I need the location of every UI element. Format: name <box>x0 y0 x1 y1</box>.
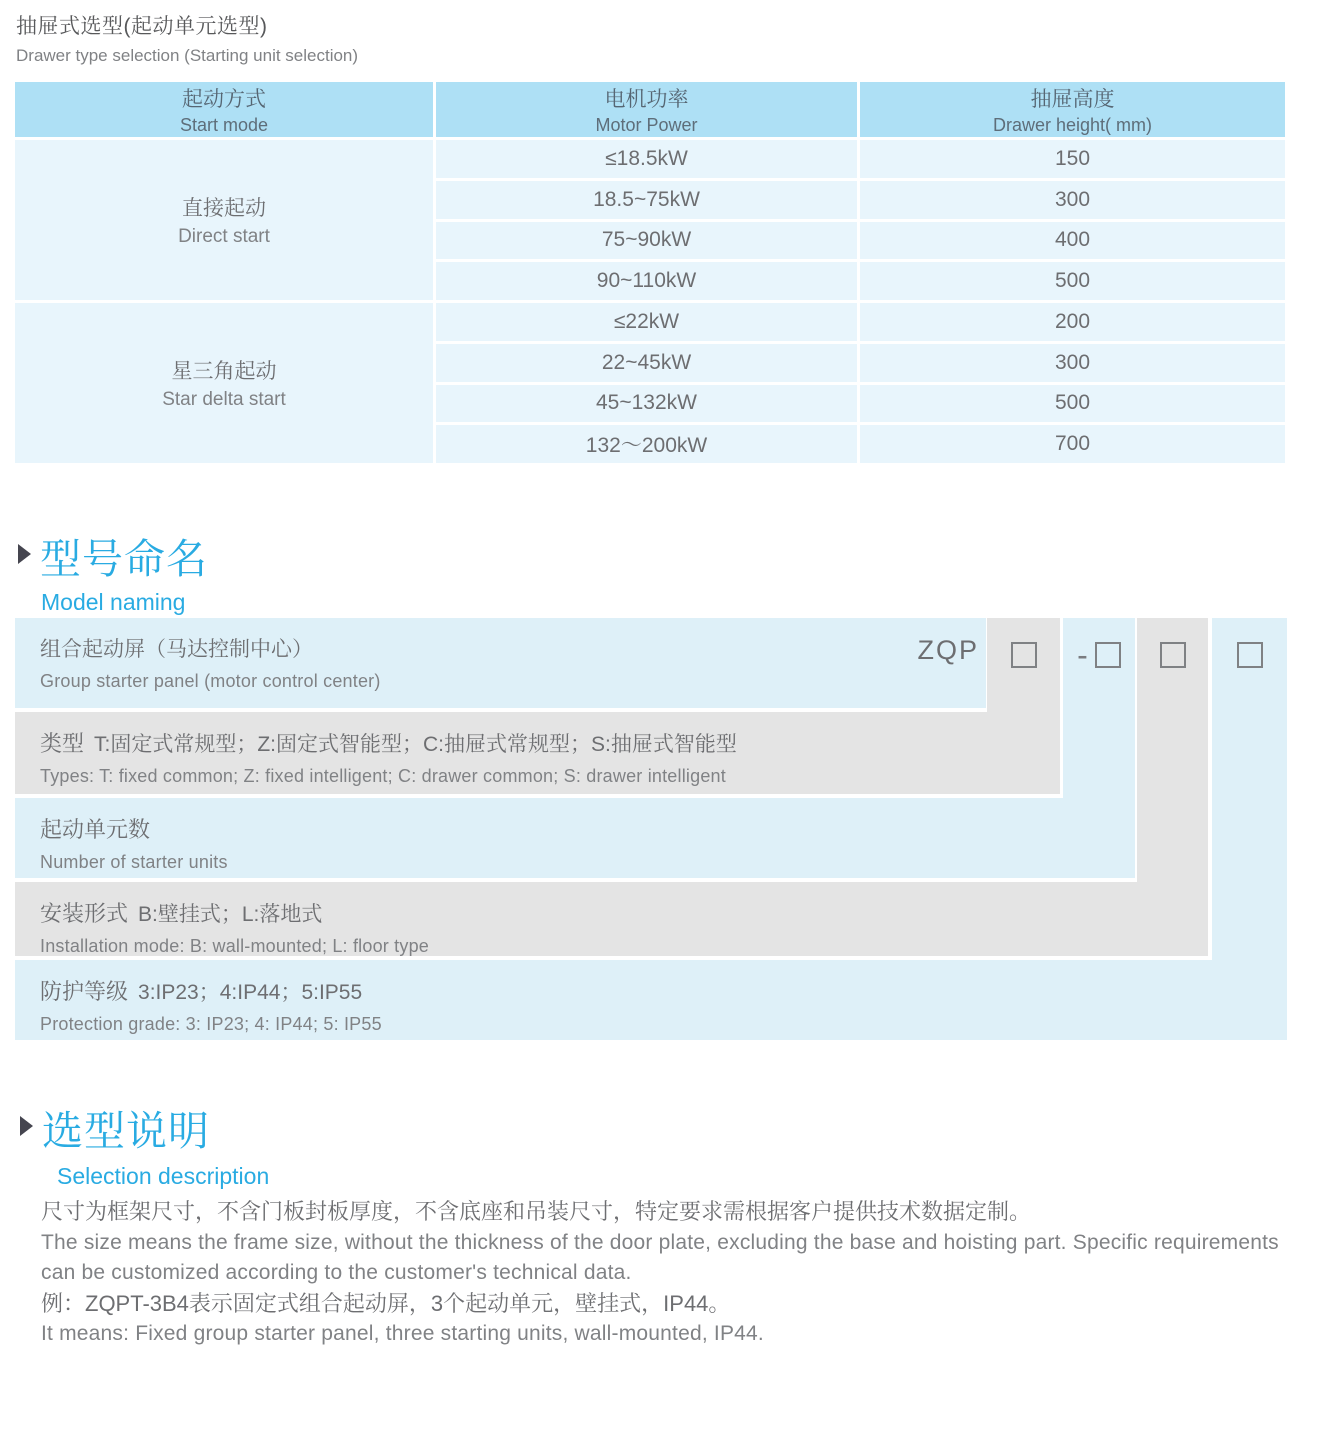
col-header-start-mode-en: Start mode <box>179 115 269 135</box>
row1-cn: 组合起动屏（马达控制中心） <box>40 638 313 661</box>
table-cell-height: 300 <box>860 181 1285 219</box>
model-code-box <box>1095 642 1121 668</box>
table-cell-height: 500 <box>860 385 1285 423</box>
col-header-motor-power <box>436 82 857 137</box>
row5-en: Protection grade: 3: IP23; 4: IP44; 5: IP55 <box>40 1014 382 1034</box>
row4-label-cn: 安装形式 <box>40 901 129 926</box>
code-column-type <box>987 618 1060 712</box>
table-cell-power: 45~132kW <box>436 385 857 423</box>
table-cell-power: 90~110kW <box>436 262 857 300</box>
table-cell-height: 150 <box>860 140 1285 178</box>
selection-description-title-cn: 选型说明 <box>42 1108 210 1154</box>
row2-detail-cn: T:固定式常规型；Z:固定式智能型；C:抽屉式常规型；S:抽屉式智能型 <box>94 733 737 756</box>
model-naming-heading <box>0 526 208 616</box>
row4-detail-cn: B:壁挂式；L:落地式 <box>138 903 323 926</box>
row4-en: Installation mode: B: wall-mounted; L: floor type <box>40 936 429 956</box>
model-naming-title-en: Model naming <box>41 589 186 615</box>
group-direct-start-cn: 直接起动 <box>182 197 266 220</box>
table-cell-power: ≤18.5kW <box>436 140 857 178</box>
code-column-units <box>1063 618 1135 798</box>
row3-en: Number of starter units <box>40 852 228 872</box>
group-cell-direct-start <box>15 140 433 300</box>
col-header-start-mode <box>15 82 433 137</box>
col-header-drawer-height-en: Drawer height( mm) <box>992 115 1153 135</box>
table-cell-power: 75~90kW <box>436 222 857 260</box>
table-cell-power: 18.5~75kW <box>436 181 857 219</box>
table-cell-height: 700 <box>860 425 1285 463</box>
table-cell-power: ≤22kW <box>436 303 857 341</box>
dash-separator: - <box>1077 637 1088 673</box>
row5-detail-cn: 3:IP23；4:IP44；5:IP55 <box>138 981 363 1004</box>
model-naming-diagram <box>15 618 1287 1040</box>
group-direct-start-en: Direct start <box>178 226 270 247</box>
model-code-box <box>1011 642 1037 668</box>
col-header-motor-power-en: Motor Power <box>595 115 698 135</box>
col-header-drawer-height-cn: 抽屉高度 <box>1030 88 1115 111</box>
selection-description-title-en: Selection description <box>57 1163 270 1189</box>
col-header-drawer-height <box>860 82 1285 137</box>
group-star-delta-en: Star delta start <box>162 389 286 410</box>
selection-description-heading <box>0 1098 269 1190</box>
model-code-box <box>1160 642 1186 668</box>
model-naming-title-cn: 型号命名 <box>40 536 208 582</box>
diagram-row-group-starter-panel <box>15 618 986 708</box>
description-para2-en: It means: Fixed group starter panel, three starting units, wall-mounted, IP44. <box>41 1322 764 1346</box>
row2-en: Types: T: fixed common; Z: fixed intelligent; C: drawer common; S: drawer intelligent <box>40 766 726 786</box>
page-title-en: Drawer type selection (Starting unit selection) <box>16 46 359 65</box>
row5-label-cn: 防护等级 <box>40 979 129 1004</box>
col-header-start-mode-cn: 起动方式 <box>182 88 266 111</box>
group-cell-star-delta-start <box>15 303 433 463</box>
triangle-bullet-icon <box>20 1116 33 1136</box>
code-column-protection <box>1212 618 1287 960</box>
code-column-installation <box>1137 618 1208 882</box>
description-para2-cn: 例：ZQPT-3B4表示固定式组合起动屏，3个起动单元，壁挂式，IP44。 <box>41 1290 731 1316</box>
selection-description-body <box>41 1196 1291 1349</box>
triangle-bullet-icon <box>18 544 31 564</box>
table-cell-power: 132～200kW <box>436 425 857 463</box>
row3-label-cn: 起动单元数 <box>40 817 151 842</box>
table-cell-height: 500 <box>860 262 1285 300</box>
diagram-row-protection-grade <box>15 960 1287 1040</box>
diagram-row-types <box>15 712 1060 794</box>
drawer-selection-table <box>15 82 1285 463</box>
table-cell-power: 22~45kW <box>436 344 857 382</box>
table-cell-height: 400 <box>860 222 1285 260</box>
diagram-row-starter-units <box>15 798 1135 878</box>
description-para1-cn: 尺寸为框架尺寸，不含门板封板厚度，不含底座和吊装尺寸，特定要求需根据客户提供技术数据定制。 <box>41 1199 1032 1224</box>
group-star-delta-cn: 星三角起动 <box>171 360 277 383</box>
page-title <box>16 10 358 66</box>
table-cell-height: 300 <box>860 344 1285 382</box>
model-code-box <box>1237 642 1263 668</box>
diagram-row-installation-mode <box>15 882 1208 956</box>
description-para1-en: The size means the frame size, without the thickness of the door plate, excluding the base and hoisting part. Specific requirements can be customized according to the customer's technical data. <box>41 1230 1279 1284</box>
model-code-prefix: ZQP <box>917 635 979 665</box>
col-header-motor-power-cn: 电机功率 <box>604 88 689 111</box>
row2-label-cn: 类型 <box>40 731 85 756</box>
table-cell-height: 200 <box>860 303 1285 341</box>
row1-en: Group starter panel (motor control center) <box>40 671 381 691</box>
page-title-cn: 抽屉式选型(起动单元选型) <box>16 15 268 38</box>
